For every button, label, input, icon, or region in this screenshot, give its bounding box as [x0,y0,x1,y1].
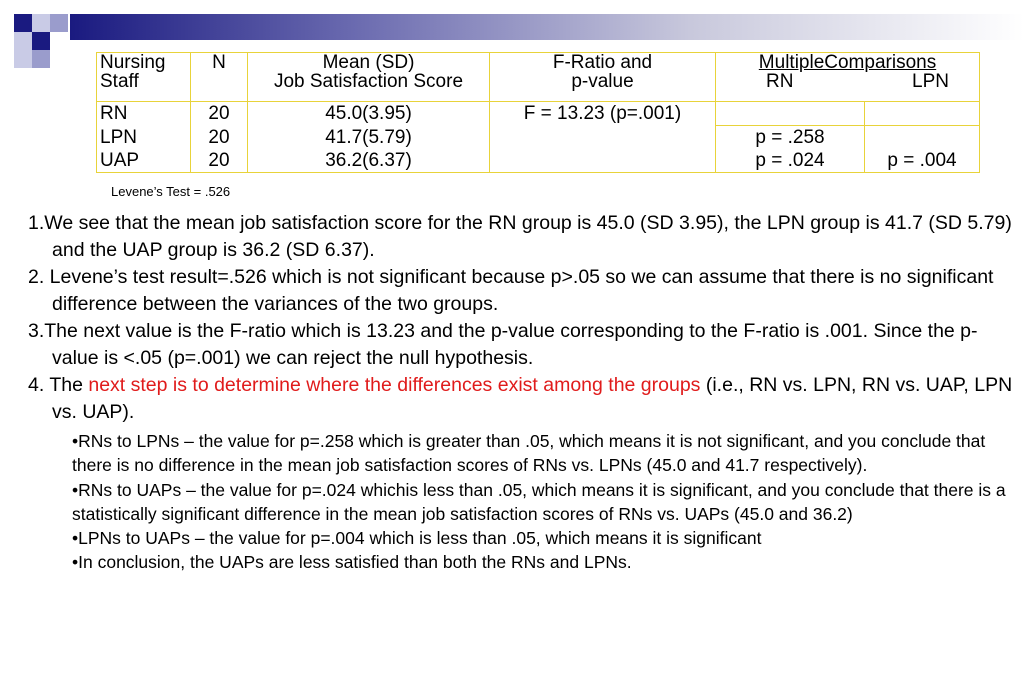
cell-n: 20 [191,102,248,126]
deco-square [32,50,50,68]
cell-mc-rn: p = .258 [716,126,865,150]
bullet-rn-lpn: •RNs to LPNs – the value for p=.258 which is greater than .05, which means it is not significant, and you conclude that there is no difference in the mean job satisfaction scores of RNs vs. LPNs (45.0 and 41.7 respectively). [72,431,986,476]
header-multiple-comparisons [716,53,980,102]
comparison-bullets [72,429,1017,575]
cell-f-ratio [490,149,716,173]
cell-mean: 41.7(5.79) [248,126,490,150]
header-f-line2: p-value [571,71,634,92]
deco-square [50,14,68,32]
cell-mc-lpn [865,102,980,126]
header-staff [97,53,191,102]
cell-mc-lpn: p = .004 [865,149,980,173]
cell-f-ratio: F = 13.23 (p=.001) [490,102,716,126]
point-4-end: (i.e., RN vs. LPN, RN vs. UAP, LPN vs. UAP). [52,374,1013,423]
anova-table [96,52,980,173]
cell-staff: LPN [97,126,191,150]
cell-mc-rn: p = .024 [716,149,865,173]
header-mc-sub [716,72,979,91]
deco-square [14,32,32,50]
header-mean [248,53,490,102]
header-mc-rn: RN [766,71,794,92]
header-mc-lpn: LPN [912,71,949,92]
point-1: 1.We see that the mean job satisfaction score for the RN group is 45.0 (SD 3.95), the LPN group is 41.7 (SD 5.79) and the UAP group is 36.2 (SD 6.37). [28,212,1012,261]
header-staff-line2: Staff [100,71,139,92]
bullet-rn-uap: •RNs to UAPs – the value for p=.024 whichis less than .05, which means it is significant, and you conclude that there is a statistically significant difference in the mean job satisfaction scores of RNs vs. UAPs (45.0 and 36.2) [72,479,1006,524]
header-n-label: N [212,52,226,73]
point-3: 3.The next value is the F-ratio which is 13.23 and the p-value corresponding to the F-ratio is .001. Since the p-value is <.05 (p=.001) we can reject the null hypothesis. [28,320,978,369]
cell-f-ratio [490,126,716,150]
header-n [191,53,248,102]
point-4-highlight: next step is to determine where the differences exist among the groups [88,374,701,396]
point-4 [28,372,1018,426]
table-row [97,149,980,173]
levene-note: Levene’s Test = .526 [111,184,231,199]
header-staff-line1: Nursing [100,52,166,73]
deco-square [32,32,50,50]
cell-n: 20 [191,149,248,173]
bullet-conclusion: •In conclusion, the UAPs are less satisfied than both the RNs and LPNs. [72,552,632,573]
table-row [97,102,980,126]
deco-square [32,14,50,32]
cell-staff: UAP [97,149,191,173]
header-f-ratio [490,53,716,102]
deco-square [14,50,32,68]
cell-mc-rn [716,102,865,126]
deco-square [14,14,32,32]
table-row [97,126,980,150]
header-mean-line1: Mean (SD) [322,52,415,73]
top-gradient-bar [70,14,1024,40]
header-f-line1: F-Ratio and [552,52,653,73]
cell-n: 20 [191,126,248,150]
header-mean-line2: Job Satisfaction Score [273,71,464,92]
point-2: 2. Levene’s test result=.526 which is not significant because p>.05 so we can assume that there is no significant difference between the variances of the two groups. [28,266,994,315]
cell-mean: 45.0(3.95) [248,102,490,126]
header-mc-title: MultipleComparisons [758,52,937,73]
point-4-start: 4. The [28,374,89,396]
cell-mc-lpn [865,126,980,150]
cell-staff: RN [97,102,191,126]
explanation-points [28,210,1018,426]
bullet-lpn-uap: •LPNs to UAPs – the value for p=.004 which is less than .05, which means it is significant [72,528,762,549]
cell-mean: 36.2(6.37) [248,149,490,173]
table-header-row [97,53,980,102]
